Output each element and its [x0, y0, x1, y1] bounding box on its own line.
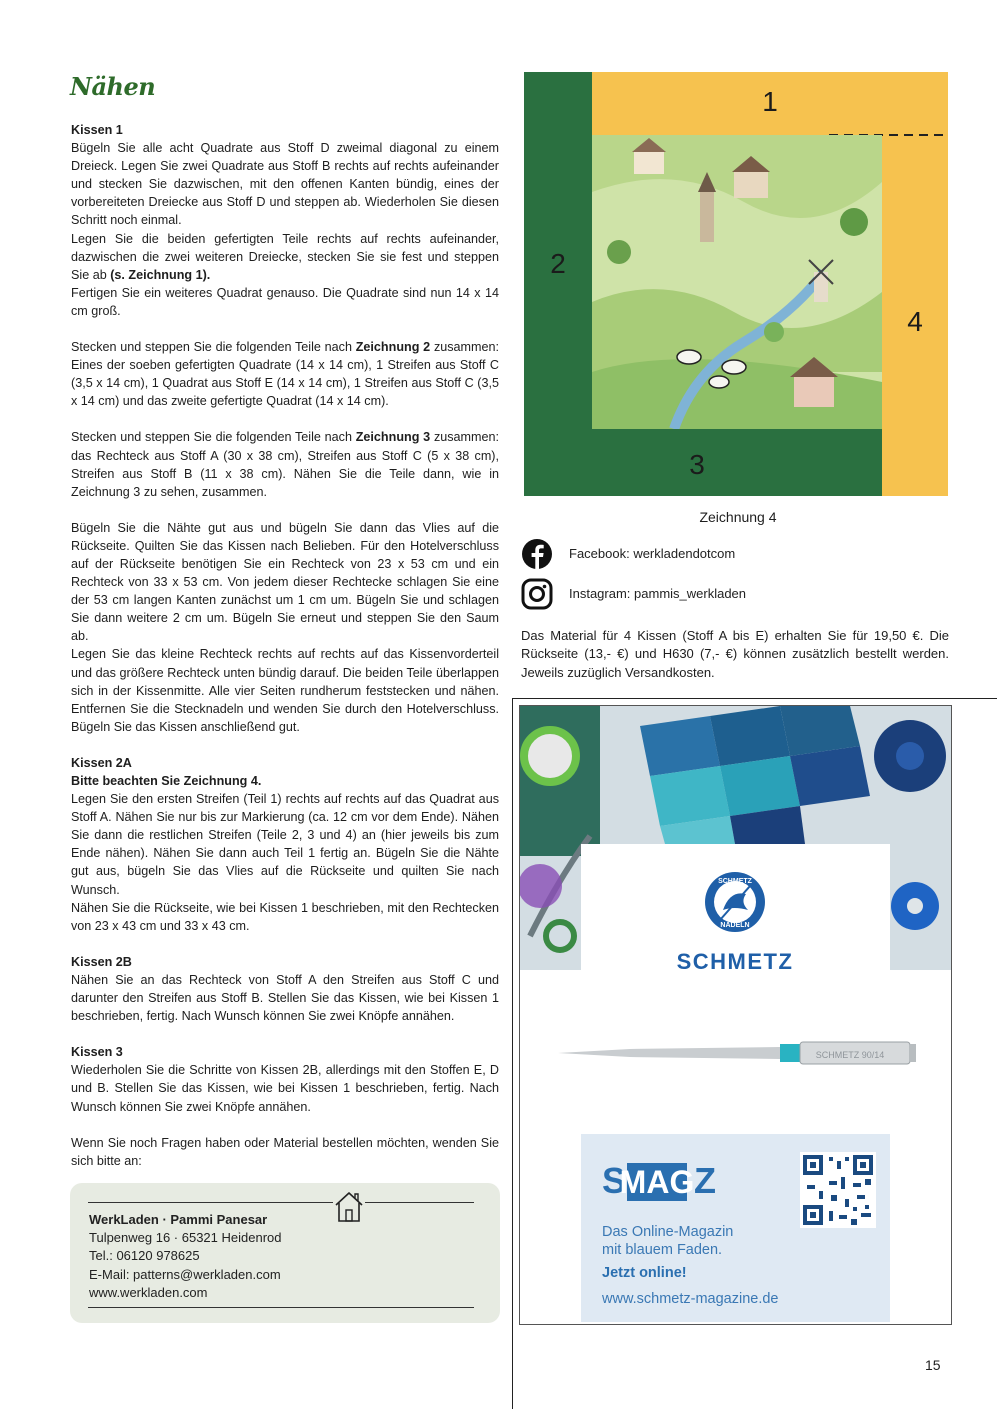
kissen1-p4-b: zusammen: Eines der soeben gefertigten Quadrate (14 x 14 cm), 1 Streifen aus Stoff C (3,5 x 14 cm), 1 Quadrat aus Stoff E (14 x 14 cm), 1 Streifen aus Stoff C (3,5 x 14 cm) und das zweite gefertigte Quadrat (14 x 14 cm).: [71, 340, 500, 409]
divider: [88, 1307, 474, 1308]
smagz-letter-z: Z: [694, 1160, 716, 1201]
contact-name: WerkLaden · Pammi Panesar: [89, 1212, 268, 1227]
column-divider: [512, 698, 513, 1409]
kissen1-p2-ref: (s. Zeichnung 1).: [110, 267, 211, 282]
kissen2b-heading: Kissen 2B: [71, 954, 132, 969]
instructions-column: [71, 121, 499, 1170]
instagram-icon: [521, 578, 553, 610]
instagram-handle: Instagram: pammis_werkladen: [569, 586, 747, 601]
smagz-letters-mag: MAG: [619, 1164, 695, 1200]
contact-address: Tulpenweg 16 · 65321 Heidenrod: [89, 1230, 282, 1246]
ad-top-divider: [512, 698, 997, 699]
house-icon: [333, 1189, 365, 1223]
smagz-letter-s: S: [602, 1160, 627, 1201]
contact-box: [70, 1183, 500, 1323]
facebook-handle: Facebook: werkladendotcom: [569, 546, 736, 561]
kissen1-p2-text: Legen Sie die beiden gefertigten Teile rechts auf rechts aufeinander, dazwischen die zwei weiteren Dreiecke, stecken Sie sie fest und steppen Sie ab: [71, 231, 499, 282]
drawing-label-2: 2: [550, 248, 566, 279]
kissen1-heading: Kissen 1: [71, 123, 123, 137]
kissen1-p4-a: Stecken und steppen Sie die folgenden Teile nach: [71, 340, 352, 355]
kissen1-paragraph-2: [71, 230, 499, 284]
contact-phone: Tel.: 06120 978625: [89, 1248, 200, 1264]
kissen1-paragraph-6: Bügeln Sie die Nähte gut aus und bügeln Sie dann das Vlies auf die Rückseite. Quilten Sie das Kissen nach Belieben. Für den Hotelverschluss auf der Rückseite benötigen Sie ein Rechteck von 23 x 53 cm und ein Rechteck von 33 x 53 cm. Von jedem dieser Rechtecke schlagen Sie eine der 53 cm langen Kanten zunächst um 1 cm um. Bügeln Sie und schlagen Sie dann weitere 2 cm um. Bügeln Sie erneut und steppen Sie den Saum ab.: [71, 520, 499, 644]
drawing-caption: Zeichnung 4: [699, 509, 777, 525]
kissen2a-paragraph-1: Legen Sie den ersten Streifen (Teil 1) rechts auf rechts auf das Quadrat aus Stoff A. Nähen Sie nur bis zur Markierung (ca. 12 cm vor dem Ende). Nähen Sie dann die restlichen Streifen (Teile 2, 3 und 4) an (hier jeweils bis zum Ende nähen). Nähen Sie dann auch Teil 1 fertig an. Bügeln Sie die Nähte gut aus, bügeln Sie das Vlies auf die Rückseite und quilten Sie nach Wunsch.: [71, 792, 499, 897]
kissen3-heading: Kissen 3: [71, 1045, 123, 1060]
facebook-row[interactable]: [521, 537, 961, 571]
kissen1-paragraph-5: [71, 428, 499, 500]
kissen2a-heading: Kissen 2A: [71, 755, 132, 770]
smagz-tagline-2: mit blauem Faden.: [602, 1242, 723, 1258]
kissen1-p5-ref: Zeichnung 3: [355, 430, 431, 445]
kissen1-paragraph-3: Fertigen Sie ein weiteres Quadrat genauso. Die Quadrate sind nun 14 x 14 cm groß.: [71, 285, 499, 318]
contact-email[interactable]: E-Mail: patterns@werkladen.com: [89, 1266, 281, 1282]
kissen1-paragraph-7: Legen Sie das kleine Rechteck rechts auf rechts auf das Kissenvorderteil und das größere Rechteck unten bündig darauf. Die beiden Teile überlappen sich in der Kissenmitte. Alle vier Seiten rundherum feststecken und nähen. Entfernen Sie die Stecknadeln und wenden Sie durch den Hotelverschluss. Bügeln Sie das Kissen anschließend gut.: [71, 647, 499, 734]
smagz-cta[interactable]: Jetzt online!: [602, 1265, 687, 1281]
instagram-row[interactable]: [521, 577, 961, 611]
kissen1-paragraph-1: Bügeln Sie alle acht Quadrate aus Stoff D zweimal diagonal zu einem Dreieck. Legen Sie zwei Quadrate aus Stoff B rechts auf rechts aufeinander und stecken Sie dazwischen, mit den offenen Kanten bündig, eines der vorbereiteten Dreiecke aus Stoff D und steppen ab. Wiederholen Sie diesen Schritt noch einmal.: [71, 141, 499, 228]
fabric-panel-landscape: [592, 135, 882, 429]
contact-details: [89, 1211, 282, 1302]
kissen1-p4-ref: Zeichnung 2: [355, 340, 431, 355]
facebook-icon: [521, 538, 553, 570]
page-number: 15: [925, 1357, 941, 1373]
drawing-label-3: 3: [689, 449, 705, 480]
material-note: Das Material für 4 Kissen (Stoff A bis E) erhalten Sie für 19,50 €. Die Rückseite (13,- €) und H630 (7,- €) können zusätzlich bestellt werden. Jeweils zuzüglich Versandkosten.: [521, 628, 949, 680]
drawing-4-svg: [524, 72, 948, 496]
badge-bottom-text: NADELN: [720, 922, 750, 929]
divider: [88, 1202, 474, 1203]
smagz-tagline-1: Das Online-Magazin: [602, 1224, 734, 1240]
qr-code[interactable]: [800, 1152, 876, 1228]
kissen2b-paragraph-1: Nähen Sie an das Rechteck von Stoff A den Streifen aus Stoff C und darunter den Streifen aus Stoff B. Stellen Sie das Kissen, wie bei Kissen 1 beschrieben, fertig. Nach Wunsch können Sie zwei Knöpfe annähen.: [71, 972, 499, 1024]
badge-top-text: SCHMETZ: [718, 878, 752, 885]
schmetz-advertisement[interactable]: [519, 705, 952, 1325]
drawing-label-4: 4: [907, 306, 923, 337]
kissen2a-paragraph-2: Nähen Sie die Rückseite, wie bei Kissen 1 beschrieben, mit den Rechtecken von 23 x 43 cm und 33 x 43 cm.: [71, 900, 499, 933]
contact-website[interactable]: www.werkladen.com: [89, 1284, 208, 1300]
schmetz-brand-name: SCHMETZ: [676, 949, 794, 974]
drawing-label-1: 1: [762, 86, 778, 117]
ad-artwork: [520, 706, 951, 1324]
smagz-url[interactable]: www.schmetz-magazine.de: [602, 1291, 779, 1307]
kissen2a-note: Bitte beachten Sie Zeichnung 4.: [71, 774, 262, 788]
closing-paragraph: Wenn Sie noch Fragen haben oder Material bestellen möchten, wenden Sie sich bitte an:: [71, 1135, 499, 1168]
kissen1-p5-a: Stecken und steppen Sie die folgenden Teile nach: [71, 430, 352, 445]
needle-imprint: SCHMETZ 90/14: [815, 1050, 885, 1060]
kissen1-p5-b: zusammen: das Rechteck aus Stoff A (30 x 38 cm), Streifen aus Stoff C (5 x 38 cm), Streifen aus Stoff B (11 x 38 cm). Nähen Sie die Teile dann, wie in Zeichnung 3 zu sehen, zusammen.: [71, 430, 500, 499]
kissen3-paragraph-1: Wiederholen Sie die Schritte von Kissen 2B, allerdings mit den Stoffen E, D und B. Stellen Sie das Kissen, wie bei Kissen 1 beschrieben, fertig. Nach Wunsch können Sie zwei Knöpfe annähen.: [71, 1063, 499, 1114]
section-title: Nähen: [70, 72, 156, 101]
drawing-4: [524, 72, 948, 496]
kissen1-paragraph-4: [71, 338, 499, 410]
